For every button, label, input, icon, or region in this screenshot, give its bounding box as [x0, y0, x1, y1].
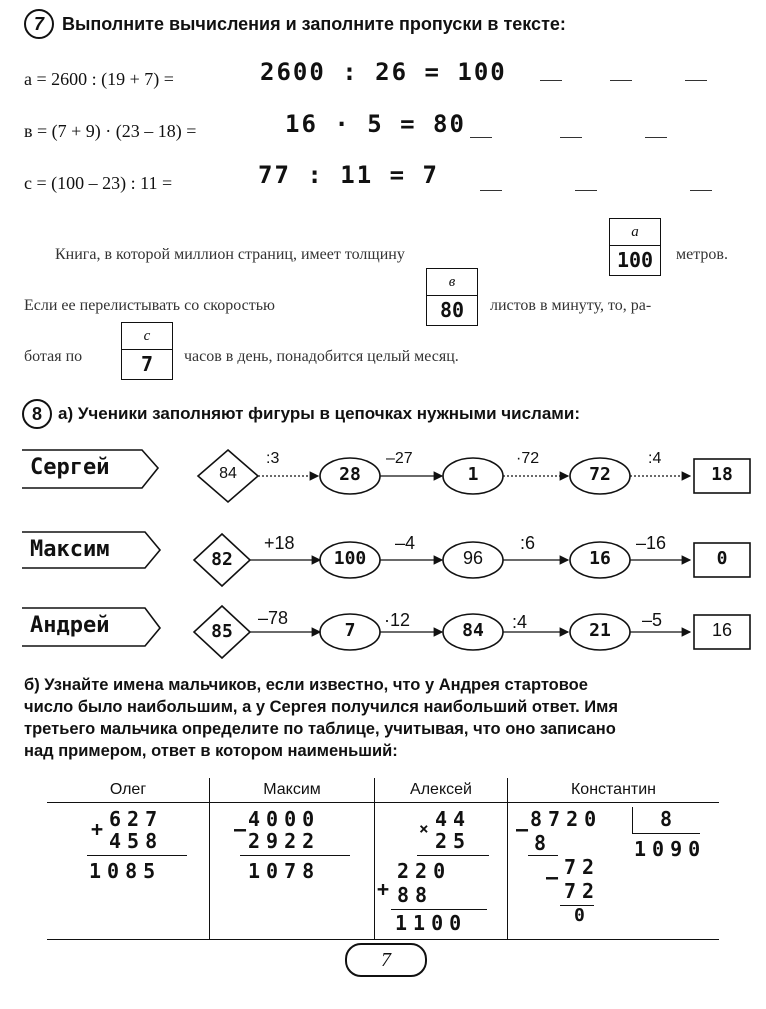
chain-value: 1 [467, 464, 479, 485]
chain-op: –27 [386, 450, 413, 467]
calc-partial: 8 [534, 831, 553, 855]
task8-part-a: а) Ученики заполняют фигуры в цепочках нужными числами: [58, 404, 580, 423]
chain-op: :3 [266, 450, 280, 467]
table-header: Максим [210, 778, 375, 803]
calc-partial: 220 [397, 859, 452, 883]
calc-operand: 458 [109, 829, 164, 853]
calc-sign: – [546, 865, 565, 889]
task7-text-line3-end: часов в день, понадобится целый месяц. [184, 348, 459, 365]
calc-remainder: 0 [574, 905, 591, 926]
calc-result: 1100 [395, 911, 468, 935]
formula-b: в = (7 + 9) · (23 – 18) = [24, 121, 197, 141]
chain-name: Максим [30, 537, 110, 562]
cell-konstantin [508, 803, 720, 940]
calc-partial: 72 [564, 879, 601, 903]
chain-op: –5 [642, 610, 663, 630]
fill-box-value: 80 [439, 298, 465, 322]
table-header: Константин [508, 778, 720, 803]
calc-partial: 72 [564, 855, 601, 879]
table-header: Олег [47, 778, 210, 803]
task7-text-line3-start: ботая по [24, 348, 83, 365]
chain-value: 16 [589, 548, 611, 569]
page-number: 7 [381, 949, 391, 971]
chain-op: :6 [520, 533, 536, 553]
calc-operand: 25 [435, 829, 472, 853]
chain-start: 84 [219, 465, 237, 482]
formula-c: c = (100 – 23) : 11 = [24, 173, 173, 193]
task7-title: Выполните вычисления и заполните пропуски в тексте: [62, 14, 566, 34]
calc-divisor: 8 [660, 807, 679, 831]
calc-rule [417, 855, 489, 856]
chain-op: :4 [512, 612, 528, 632]
task7-number: 7 [33, 14, 44, 34]
table-header: Алексей [375, 778, 508, 803]
chain-op: –78 [258, 608, 289, 628]
part-b-line4: над примером, ответ в котором наименьший: [24, 742, 398, 760]
part-b-line2: число было наибольшим, а у Сергея получился наибольший ответ. Имя [24, 698, 618, 716]
calc-result: 1085 [89, 859, 162, 883]
chain-op: +18 [264, 533, 295, 553]
calc-rule [528, 855, 558, 856]
chain-start: 85 [211, 621, 233, 642]
task7-text-line2-end: листов в минуту, то, ра- [490, 297, 652, 314]
chain-name: Андрей [30, 613, 110, 638]
cell-maksim [210, 803, 375, 940]
chain-value: 84 [462, 620, 484, 641]
calc-sign: + [377, 877, 396, 901]
calc-sign: × [419, 819, 435, 838]
calc-sign: – [234, 817, 253, 841]
calc-rule [391, 909, 487, 910]
chain-value: 21 [589, 620, 611, 641]
fill-box-var: c [122, 323, 172, 350]
chain-name: Сергей [30, 455, 110, 480]
calc-operand: 2922 [248, 829, 321, 853]
chain-value: 96 [462, 548, 484, 568]
task7-text-line1-start: Книга, в которой миллион страниц, имеет толщину [55, 246, 405, 263]
fill-box-value: 7 [140, 352, 154, 376]
fill-box-value: 100 [616, 248, 654, 272]
calc-rule [240, 855, 350, 856]
calc-quotient: 1090 [634, 837, 707, 861]
chain-result: 16 [711, 620, 733, 640]
answer-c: 77 : 11 = 7 [258, 161, 439, 189]
chain-value: 28 [339, 464, 361, 485]
fill-box-var: a [610, 219, 660, 246]
calc-sign: + [91, 817, 110, 841]
calc-dividend: 8720 [530, 807, 603, 831]
chain-op: –4 [395, 533, 416, 553]
task7-text-line2-start: Если ее перелистывать со скоростью [24, 297, 276, 314]
calc-operand: 4000 [248, 807, 321, 831]
formula-a: a = 2600 : (19 + 7) = [24, 69, 174, 89]
task7-text-line1-end: метров. [676, 246, 728, 263]
chain-value: 7 [344, 620, 356, 641]
chain-op: ·12 [384, 610, 411, 630]
calculation-table [47, 778, 719, 940]
chain-value: 72 [589, 464, 611, 485]
task8-number: 8 [31, 404, 42, 424]
cell-aleksey [375, 803, 508, 940]
calc-operand: 627 [109, 807, 164, 831]
chain-result: 18 [711, 464, 733, 485]
chain-op: –16 [636, 533, 667, 553]
calc-operand: 44 [435, 807, 472, 831]
chain-op: :4 [648, 450, 662, 467]
chain-result: 0 [716, 548, 728, 569]
division-bar [632, 807, 633, 833]
calc-rule [87, 855, 187, 856]
calc-partial: 88 [397, 883, 434, 907]
answer-b: 16 · 5 = 80 [285, 110, 466, 138]
calc-sign: – [516, 817, 535, 841]
chain-op: ·72 [516, 450, 540, 467]
chain-value: 100 [333, 548, 367, 569]
calc-result: 1078 [248, 859, 321, 883]
page-number-badge [345, 943, 427, 977]
part-b-line1: б) Узнайте имена мальчиков, если известно, что у Андрея стартовое [24, 676, 588, 694]
part-b-line3: третьего мальчика определите по таблице, учитывая, что оно записано [24, 720, 616, 738]
answer-a: 2600 : 26 = 100 [260, 58, 507, 86]
cell-oleg [47, 803, 210, 940]
calc-rule [632, 833, 700, 834]
chain-start: 82 [211, 549, 233, 570]
fill-box-var: в [427, 269, 477, 296]
